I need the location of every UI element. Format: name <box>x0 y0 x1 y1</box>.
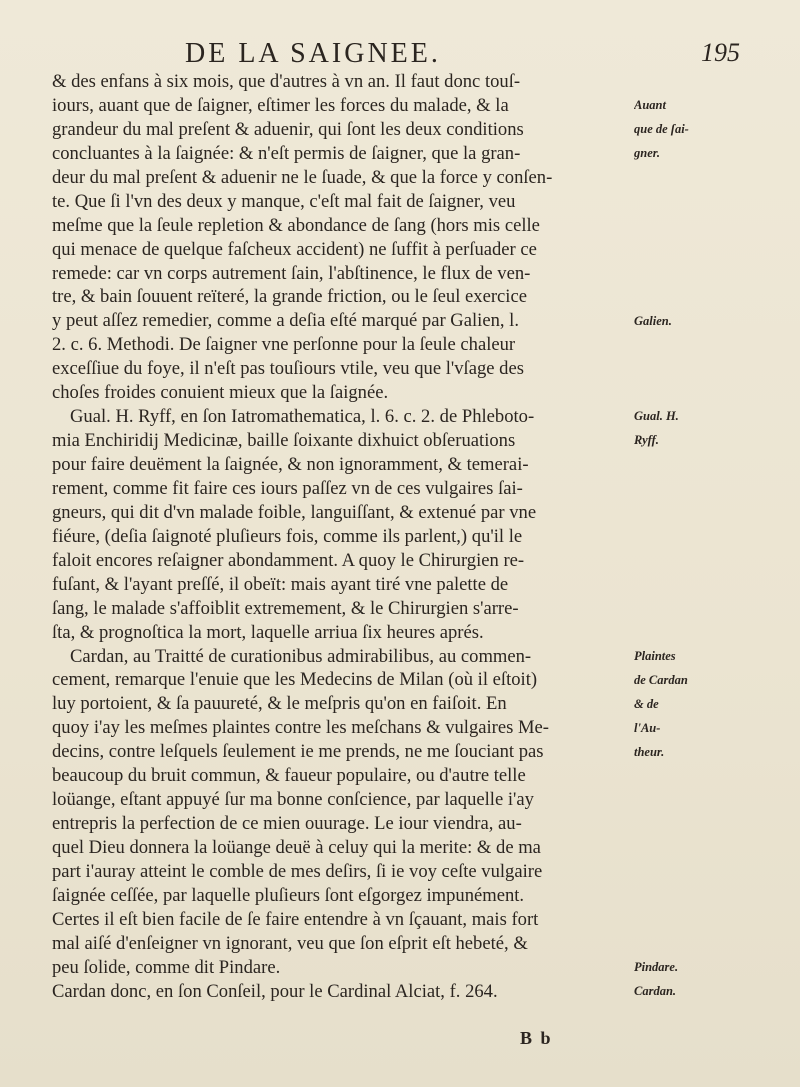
margin-note: Galien. <box>634 314 672 328</box>
text-line: ſaignée ceſſée, par laquelle pluſieurs ſont eſgorgez impunément. <box>52 884 525 906</box>
text-line: gneurs, qui dit d'vn malade foible, languiſſant, & extenué par vne <box>52 501 537 523</box>
margin-note: & de <box>634 697 659 711</box>
running-header <box>60 38 740 72</box>
text-line: Gual. H. Ryff, en ſon Iatromathematica, l. 6. c. 2. de Phleboto- <box>70 406 535 428</box>
text-line: fiéure, (deſia ſaignoté pluſieurs fois, comme ils parlent,) qu'il le <box>52 525 523 547</box>
text-line: Certes il eſt bien facile de ſe faire entendre à vn ſçauant, mais fort <box>52 908 539 930</box>
margin-note: theur. <box>634 745 665 759</box>
text-line: beaucoup du bruit commun, & faueur populaire, ou d'autre telle <box>52 765 526 787</box>
text-line: deur du mal preſent & aduenir ne le ſuade, & que la force y conſen- <box>52 166 553 188</box>
text-line: choſes froides conuient mieux que la ſaignée. <box>52 382 389 404</box>
text-line: faloit encores reſaigner abondamment. A quoy le Chirurgien re- <box>52 549 525 571</box>
text-line: concluantes à la ſaignée: & n'eſt permis de ſaigner, que la gran- <box>52 142 521 164</box>
text-line: rement, comme fit faire ces iours paſſez vn de ces vulgaires ſai- <box>52 477 523 499</box>
text-line: Cardan donc, en ſon Conſeil, pour le Cardinal Alciat, f. 264. <box>52 980 498 1002</box>
text-line: decins, contre leſquels ſeulement ie me prends, ne me ſouciant pas <box>52 741 544 763</box>
text-line: tre, & bain ſouuent reïteré, la grande friction, ou le ſeul exercice <box>52 286 527 308</box>
text-line: te. Que ſi l'vn des deux y manque, c'eſt mal fait de ſaigner, veu <box>52 190 516 212</box>
text-line: ſang, le malade s'affoiblit extremement, & le Chirurgien s'arre- <box>52 597 519 619</box>
text-line: grandeur du mal preſent & aduenir, qui ſont les deux conditions <box>52 118 524 140</box>
margin-note: Gual. H. <box>634 410 679 424</box>
text-line: exceſſiue du foye, il n'eſt pas touſiours vtile, veu que l'vſage des <box>52 358 524 380</box>
margin-note: Auant <box>634 98 666 112</box>
margin-note: que de ſai- <box>634 122 689 136</box>
text-line: ſta, & prognoſtica la mort, laquelle arriua ſix heures aprés. <box>52 621 484 643</box>
margin-note: Cardan. <box>634 985 677 999</box>
text-line: pour faire deuëment la ſaignée, & non ignoramment, & temerai- <box>52 454 529 475</box>
text-line: quoy i'ay les meſmes plaintes contre les meſchans & vulgaires Me- <box>52 717 549 739</box>
text-line: 2. c. 6. Methodi. De ſaigner vne perſonne pour la ſeule chaleur <box>52 334 516 356</box>
page-number: 195 <box>701 38 740 67</box>
margin-note: Ryff. <box>634 434 659 448</box>
text-line: mia Enchiridij Medicinæ, baille ſoixante dixhuict obſeruations <box>52 430 516 452</box>
text-line: meſme que la ſeule repletion & abondance de ſang (hors mis celle <box>52 214 540 236</box>
text-line: fuſant, & l'ayant preſſé, il obeït: mais ayant tiré vne palette de <box>52 573 509 595</box>
signature-mark: B b <box>520 1028 553 1048</box>
text-line: loüange, eſtant appuyé ſur ma bonne conſcience, par laquelle i'ay <box>52 789 534 811</box>
text-line: & des enfans à six mois, que d'autres à vn an. Il faut donc touſ- <box>52 71 521 92</box>
margin-note: l'Au- <box>634 721 661 735</box>
text-line: quel Dieu donnera la loüange deuë à celuy qui la merite: & de ma <box>52 837 541 858</box>
text-line: mal aiſé d'enſeigner vn ignorant, veu que ſon eſprit eſt hebeté, & <box>52 932 528 954</box>
text-line: part i'auray atteint le comble de mes deſirs, ſi ie voy ceſte vulgaire <box>52 860 543 882</box>
text-line: peu ſolide, comme dit Pindare. <box>52 956 281 978</box>
text-line: iours, auant que de ſaigner, eſtimer les forces du malade, & la <box>52 94 509 116</box>
text-line: Cardan, au Traitté de curationibus admirabilibus, au commen- <box>70 645 532 667</box>
text-line: qui menace de quelque faſcheux accident) ne ſuffit à perſuader ce <box>52 238 537 260</box>
text-line: remede: car vn corps autrement ſain, l'abſtinence, le flux de ven- <box>52 262 531 284</box>
margin-note: Pindare. <box>634 961 679 975</box>
margin-note: gner. <box>634 146 661 160</box>
text-line: entrepris la perfection de ce mien ouurage. Le iour viendra, au- <box>52 813 522 835</box>
text-line: cement, remarque l'enuie que les Medecins de Milan (où il eſtoit) <box>52 669 538 691</box>
text-line: luy portoient, & ſa pauureté, & le meſpris qu'on en faiſoit. En <box>52 693 507 715</box>
margin-note: Plaintes <box>634 649 676 663</box>
body-text <box>52 70 632 1004</box>
running-title: DE LA SAIGNEE. <box>185 38 441 69</box>
margin-note: de Cardan <box>634 673 688 687</box>
text-line: y peut aſſez remedier, comme a deſia eſté marqué par Galien, l. <box>52 310 519 332</box>
